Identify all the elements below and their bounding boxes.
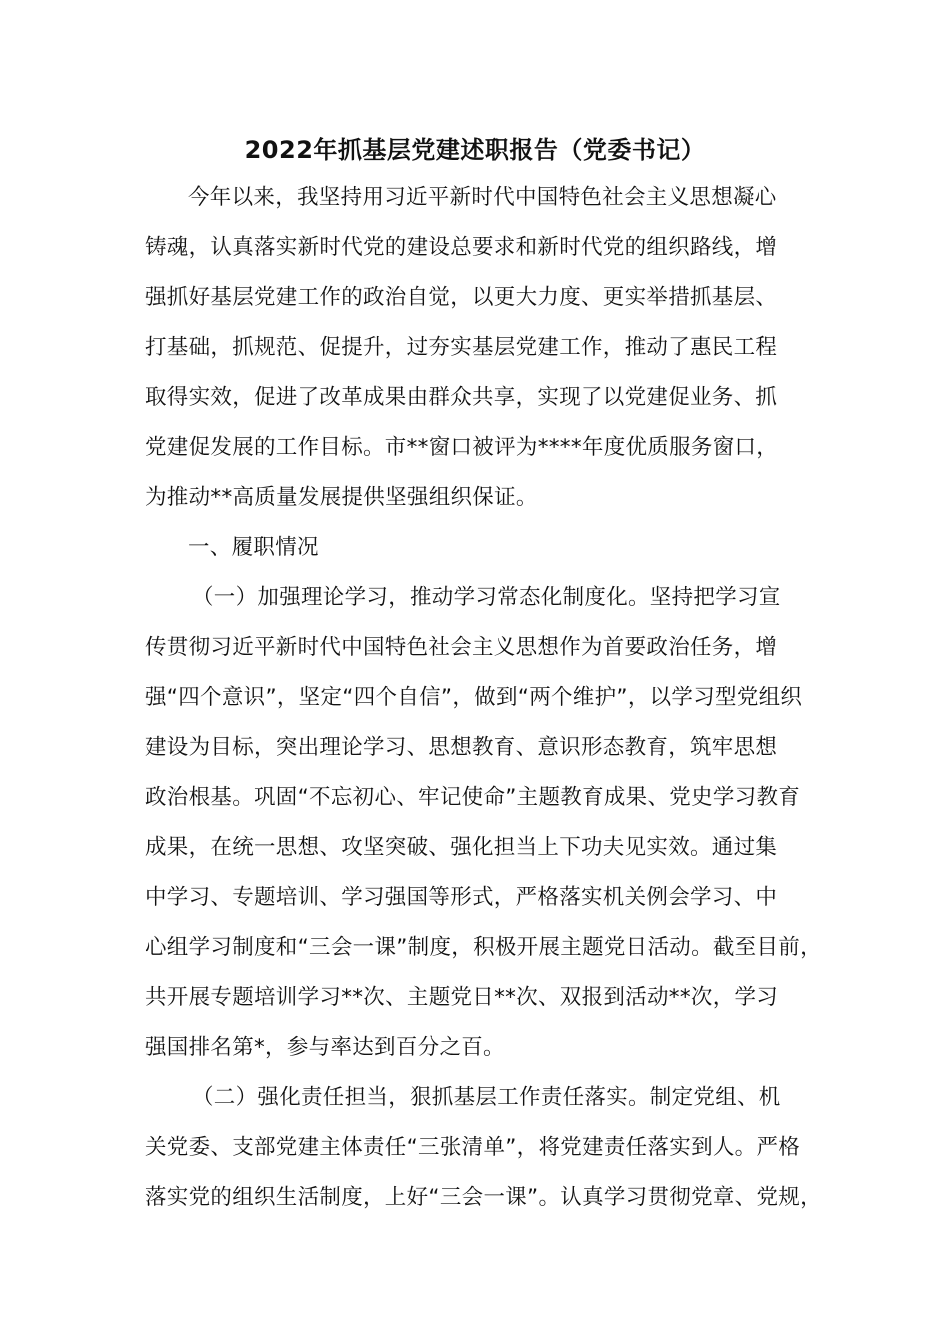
document-title: 2022年抓基层党建述职报告（党委书记） xyxy=(244,136,706,164)
paragraph-line: 取得实效，促进了改革成果由群众共享，实现了以党建促业务、抓 xyxy=(145,385,778,410)
paragraph-line: 强抓好基层党建工作的政治自觉，以更大力度、更实举措抓基层、 xyxy=(145,285,778,310)
paragraph-line: 政治根基。巩固“不忘初心、牢记使命”主题教育成果、党史学习教育 xyxy=(145,785,801,810)
paragraph-line: 共开展专题培训学习**次、主题党日**次、双报到活动**次，学习 xyxy=(145,985,779,1010)
paragraph-line: 成果，在统一思想、攻坚突破、强化担当上下功夫见实效。通过集 xyxy=(145,835,778,860)
paragraph-line: 关党委、支部党建主体责任“三张清单”，将党建责任落实到人。严格 xyxy=(145,1135,801,1160)
paragraph-line: 建设为目标，突出理论学习、思想教育、意识形态教育，筑牢思想 xyxy=(145,735,778,760)
paragraph-line: 铸魂，认真落实新时代党的建设总要求和新时代党的组织路线，增 xyxy=(145,235,778,260)
paragraph-line: 今年以来，我坚持用习近平新时代中国特色社会主义思想凝心 xyxy=(188,185,777,210)
paragraph-line: 强国排名第*，参与率达到百分之百。 xyxy=(145,1035,505,1060)
paragraph-line: 强“四个意识”，坚定“四个自信”，做到“两个维护”，以学习型党组织 xyxy=(145,685,803,710)
paragraph-line: 党建促发展的工作目标。市**窗口被评为****年度优质服务窗口， xyxy=(145,435,779,460)
paragraph-line: 打基础，抓规范、促提升，过夯实基层党建工作，推动了惠民工程 xyxy=(145,335,778,360)
paragraph-line: 心组学习制度和“三会一课”制度，积极开展主题党日活动。截至目前， xyxy=(145,935,822,960)
paragraph-line: （一）加强理论学习，推动学习常态化制度化。坚持把学习宣 xyxy=(192,585,781,610)
paragraph-line: 中学习、专题培训、学习强国等形式，严格落实机关例会学习、中 xyxy=(145,885,778,910)
paragraph-line: 为推动**高质量发展提供坚强组织保证。 xyxy=(145,485,538,510)
paragraph-line: 落实党的组织生活制度，上好“三会一课”。认真学习贯彻党章、党规， xyxy=(145,1185,822,1210)
section-heading: 一、履职情况 xyxy=(188,535,319,560)
paragraph-line: 传贯彻习近平新时代中国特色社会主义思想作为首要政治任务，增 xyxy=(145,635,778,660)
paragraph-line: （二）强化责任担当，狠抓基层工作责任落实。制定党组、机 xyxy=(192,1085,781,1110)
